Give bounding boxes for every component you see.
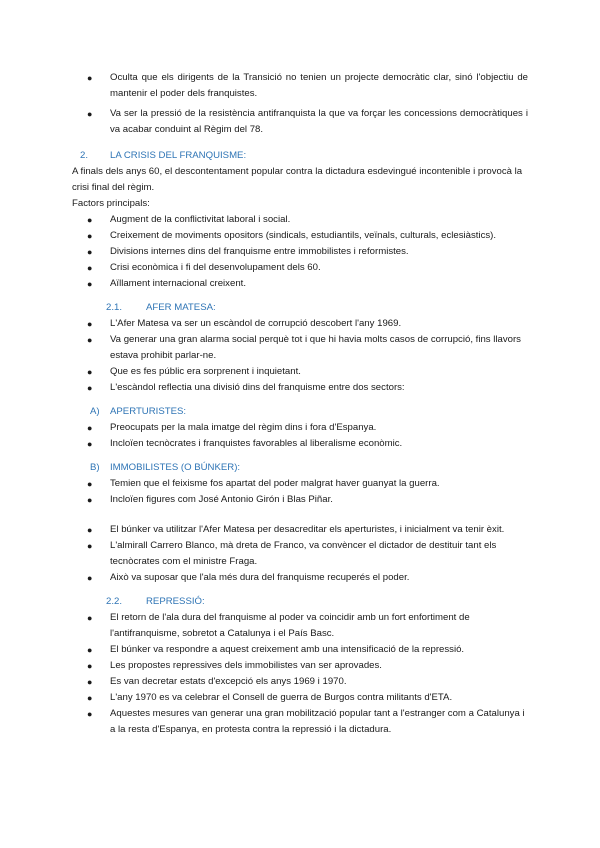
bullet-icon: ● [87,335,93,345]
bullet-icon: ● [87,109,93,119]
list-item: ● Es van decretar estats d'excepció els anys 1969 i 1970. [72,674,528,690]
bullet-icon: ● [87,661,93,671]
list-item: ● Creixement de moviments opositors (sindicals, estudiantils, veïnals, culturals, eclesiàstics). [72,228,528,244]
bullet-icon: ● [87,479,93,489]
bullet-icon: ● [87,215,93,225]
list-item: ● Oculta que els dirigents de la Transició no tenien un projecte democràtic clar, sinó l'objectiu de mantenir el poder dels franquistes. [87,72,528,99]
bullet-icon: ● [87,247,93,257]
repressio-list [72,610,528,738]
list-item: ● L'Afer Matesa va ser un escàndol de corrupció descobert l'any 1969. [72,316,528,332]
bullet-icon: ● [87,613,93,623]
intro-list [72,70,528,138]
bullet-icon: ● [87,645,93,655]
list-item: ● L'almirall Carrero Blanco, mà dreta de Franco, va convèncer el dictador de destituir tant els tecnòcrates com el ministre Fraga. [87,540,497,567]
bullet-icon: ● [87,525,93,535]
bullet-icon: ● [87,383,93,393]
bullet-icon: ● [87,541,93,551]
list-item: ● Incloïen figures com José Antonio Girón i Blas Piñar. [72,492,528,508]
factors-label: Factors principals: [72,198,150,209]
factors-list [72,212,528,292]
bullet-icon: ● [87,231,93,241]
list-item: ● Va ser la pressió de la resistència antifranquista la que va forçar les concessions democràtiques i va acabar conduint al Règim del 78. [87,108,528,135]
matesa-list [72,316,528,396]
bullet-icon: ● [87,367,93,377]
list-item: ● Temien que el feixisme fos apartat del poder malgrat haver guanyat la guerra. [72,476,528,492]
list-item: ● El retorn de l'ala dura del franquisme al poder va coincidir amb un fort enfortiment de l'antifranquisme, sobretot a Catalunya i el País Basc. [87,612,470,639]
document-body [72,70,528,738]
list-item: ● Les propostes repressives dels immobilistes van ser aprovades. [72,658,528,674]
bullet-icon: ● [87,495,93,505]
spacer [72,508,528,522]
bunker-list [72,522,528,586]
list-item: ● Aquestes mesures van generar una gran mobilització popular tant a l'estranger com a Catalunya i a la resta d'Espanya, en protesta contra la repressió i la dictadura. [87,708,525,735]
section-heading-2-2: 2.2. REPRESSIÓ: [106,596,205,607]
subsection-heading-b: B) IMMOBILISTES (O BÚNKER): [90,462,241,473]
list-item: ● El búnker va utilitzar l'Afer Matesa per desacreditar els aperturistes, i inicialment va tenir èxit. [72,522,528,538]
list-item: ● Va generar una gran alarma social perquè tot i que hi havia molts casos de corrupció, fins llavors estava prohibit parlar-ne. [87,334,521,361]
list-item: ● Preocupats per la mala imatge del règim dins i fora d'Espanya. [72,420,528,436]
section-heading-2: 2. LA CRISIS DEL FRANQUISME: [80,150,247,161]
list-item: ● Divisions internes dins del franquisme entre immobilistes i reformistes. [72,244,528,260]
bullet-icon: ● [87,573,93,583]
bullet-icon: ● [87,709,93,719]
list-item: ● L'escàndol reflectia una divisió dins del franquisme entre dos sectors: [72,380,528,396]
list-item: ● Augment de la conflictivitat laboral i social. [72,212,528,228]
bullet-icon: ● [87,73,93,83]
list-item: ● Incloïen tecnòcrates i franquistes favorables al liberalisme econòmic. [72,436,528,452]
list-item: ● El búnker va respondre a aquest creixement amb una intensificació de la repressió. [72,642,528,658]
bullet-icon: ● [87,693,93,703]
list-item: ● Crisi econòmica i fi del desenvolupament dels 60. [72,260,528,276]
bullet-icon: ● [87,279,93,289]
bullet-icon: ● [87,439,93,449]
list-item: ● Aïllament internacional creixent. [72,276,528,292]
list-item: ● Que es fes públic era sorprenent i inquietant. [72,364,528,380]
aperturistes-list [72,420,528,452]
bullet-icon: ● [87,423,93,433]
section-heading-2-1: 2.1. AFER MATESA: [106,302,216,313]
bullet-icon: ● [87,677,93,687]
list-item: ● L'any 1970 es va celebrar el Consell de guerra de Burgos contra militants d'ETA. [72,690,528,706]
subsection-heading-a: A) APERTURISTES: [90,406,187,417]
bullet-icon: ● [87,263,93,273]
list-item: ● Això va suposar que l'ala més dura del franquisme recuperés el poder. [72,570,528,586]
bullet-icon: ● [87,319,93,329]
paragraph: A finals dels anys 60, el descontentament popular contra la dictadura esdevingué incontenible i provocà la crisi final del règim. [72,166,523,193]
immobilistes-list [72,476,528,508]
